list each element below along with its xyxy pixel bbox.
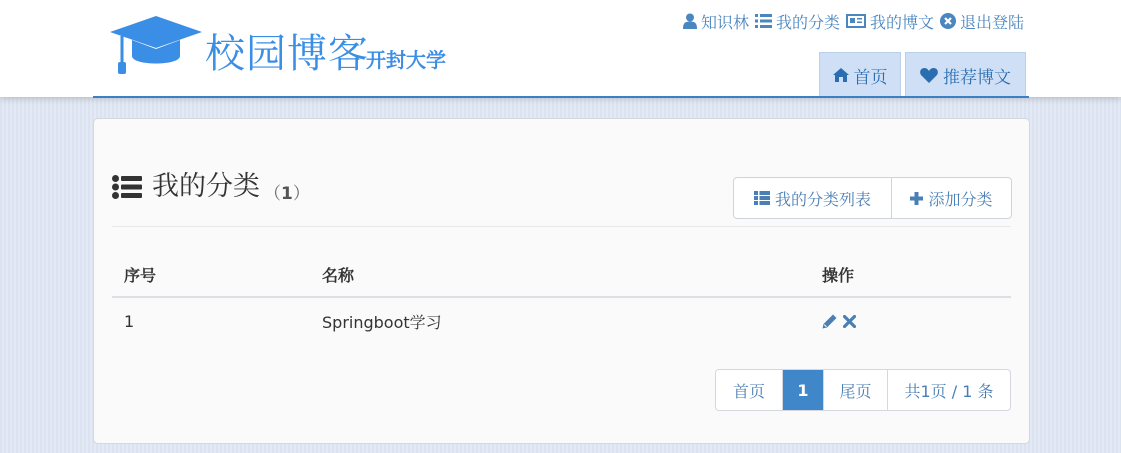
my-posts-link[interactable] [846, 10, 934, 33]
row-index: 1 [124, 311, 135, 331]
user-name: 知识林 [700, 12, 749, 32]
user-link[interactable] [683, 10, 749, 33]
pagination [715, 369, 1011, 411]
pencil-icon[interactable] [822, 314, 837, 329]
delete-icon[interactable] [843, 315, 856, 328]
table-row [112, 298, 1011, 344]
add-category-label: 添加分类 [928, 189, 993, 209]
col-actions-header: 操作 [822, 266, 855, 285]
newspaper-icon [846, 14, 866, 28]
panel-heading [112, 167, 310, 207]
list-icon [755, 14, 772, 28]
top-links [683, 10, 1024, 32]
category-list-button[interactable] [734, 178, 891, 218]
category-table [112, 253, 1011, 344]
plus-icon [910, 192, 923, 205]
list-icon [112, 175, 142, 199]
panel-actions [733, 177, 1012, 219]
header-underline [93, 96, 1029, 98]
category-count-value: 1 [281, 183, 293, 204]
nav-recommend-button[interactable] [905, 52, 1026, 97]
nav-home-label: 首页 [853, 67, 888, 88]
panel-divider [112, 226, 1011, 227]
nav-recommend-label: 推荐博文 [943, 67, 1011, 88]
page-title: 我的分类 [152, 171, 260, 202]
times-circle-icon [940, 13, 956, 29]
my-categories-link[interactable] [755, 10, 840, 33]
logout-link[interactable] [940, 10, 1024, 33]
add-category-button[interactable] [891, 178, 1011, 218]
category-count: （1） [264, 183, 310, 204]
col-name-header: 名称 [322, 266, 355, 285]
table-header [112, 253, 1011, 298]
nav-home-button[interactable] [819, 52, 901, 97]
site-subtitle: 开封大学 [366, 48, 446, 72]
current-page-button[interactable]: 1 [782, 370, 823, 410]
home-icon [833, 68, 849, 82]
graduation-cap-icon[interactable] [108, 12, 204, 76]
user-icon [683, 13, 697, 29]
row-actions [822, 314, 856, 329]
site-header [0, 0, 1121, 97]
my-posts-label: 我的博文 [869, 12, 934, 32]
first-page-button[interactable]: 首页 [732, 381, 765, 401]
heart-icon [920, 67, 938, 83]
site-title[interactable]: 校园博客 [205, 31, 369, 77]
row-name: Springboot学习 [322, 312, 442, 332]
category-list-label: 我的分类列表 [774, 189, 871, 209]
last-page-button[interactable]: 尾页 [823, 370, 887, 410]
col-index-header: 序号 [124, 266, 157, 285]
logout-label: 退出登陆 [959, 12, 1024, 32]
th-list-icon [754, 191, 770, 205]
category-panel [93, 118, 1030, 444]
pagination-info: 共1页 / 1 条 [887, 370, 1010, 410]
my-categories-label: 我的分类 [775, 12, 840, 32]
